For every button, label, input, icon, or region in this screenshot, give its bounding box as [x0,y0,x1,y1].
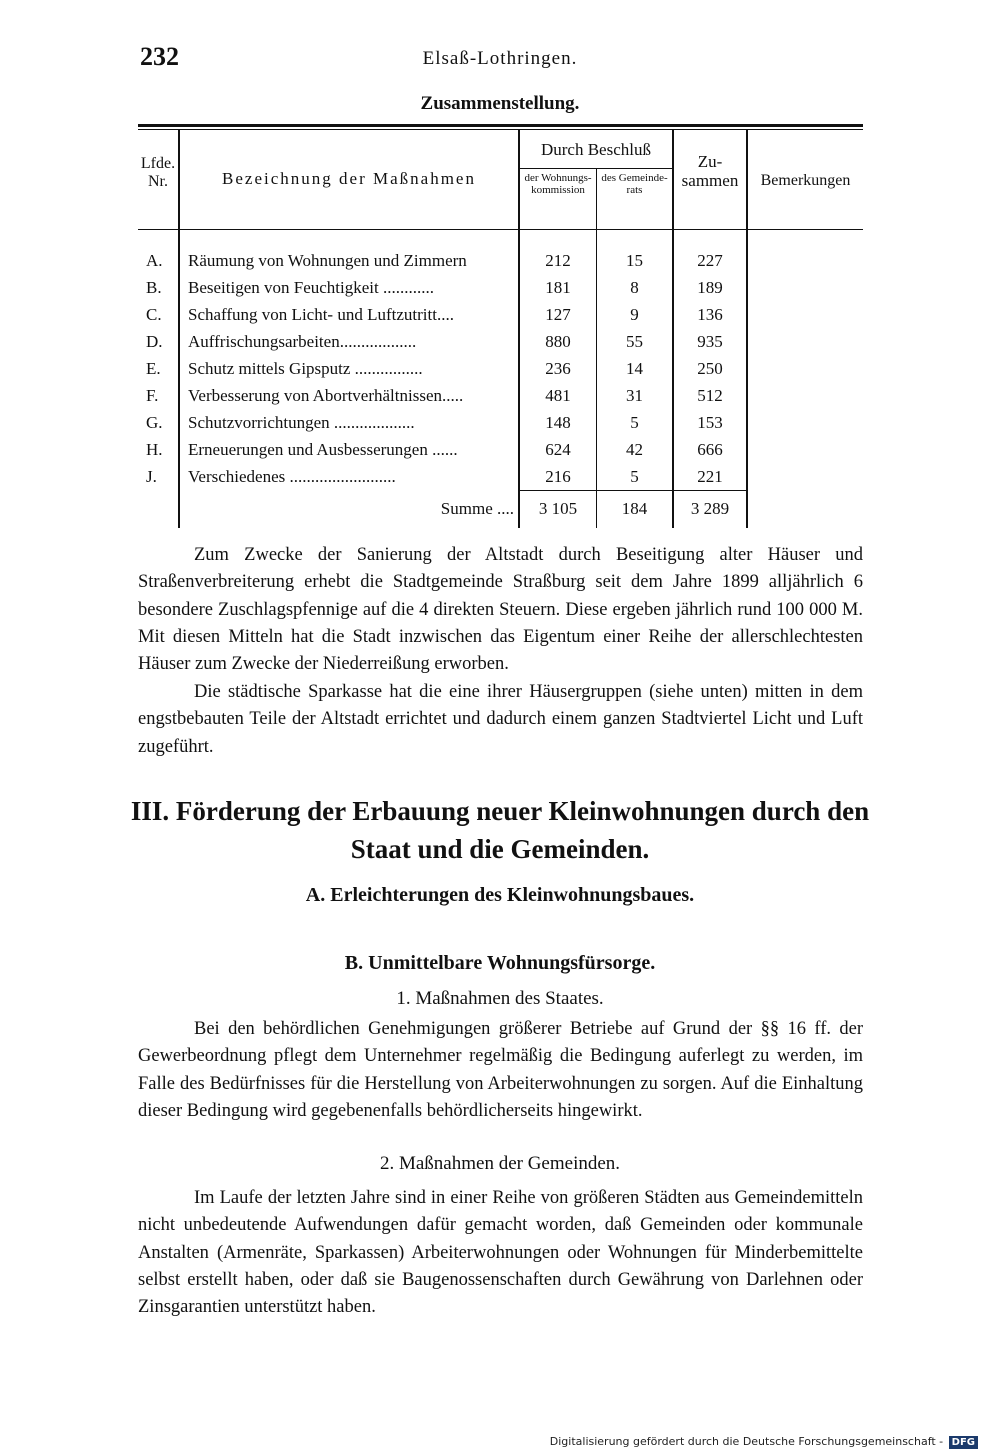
page-number: 232 [140,42,179,71]
row-lfd: A. [146,251,163,270]
row-zusammen-value: 136 [697,305,723,324]
subsection-heading-b: B. Unmittelbare Wohnungsfürsorge. [344,952,656,974]
row-description: Schutzvorrichtungen ................... [188,413,415,432]
row-zusammen-value: 153 [697,413,723,432]
header-gemeinderat: des Gemeinde- rats [601,172,668,197]
row-gemeinderat-value: 9 [630,305,639,324]
row-lfd: J. [146,467,157,486]
sum-zusammen: 3 289 [690,499,730,518]
section-heading-cont: Staat und die Gemeinden. [350,834,650,864]
row-zusammen-value: 189 [697,278,723,297]
row-gemeinderat-value: 8 [630,278,639,297]
row-description: Erneuerungen und Ausbesserungen ...... [188,440,458,459]
section-heading: III. Förderung der Erbauung neuer Kleinwohnungen durch den [130,796,870,826]
row-kommission-value: 481 [545,386,571,405]
row-description: Schutz mittels Gipsputz ................ [188,359,423,378]
sum-kommission: 3 105 [538,499,578,518]
row-lfd: F. [146,386,159,405]
row-lfd: B. [146,278,162,297]
subsection-heading-a: A. Erleichterungen des Kleinwohnungsbaues. [305,884,695,906]
header-bezeichnung: Bezeichnung der Maßnahmen [222,169,476,188]
row-description: Verbesserung von Abortverhältnissen..... [188,386,464,405]
row-lfd: G. [146,413,163,432]
row-lfd: H. [146,440,163,459]
header-wohnungskommission: der Wohnungs- kommission [524,172,592,197]
row-kommission-value: 216 [545,467,571,486]
row-zusammen-value: 227 [697,251,723,270]
row-kommission-value: 212 [545,251,571,270]
paragraph: Die städtische Sparkasse hat die eine ihrer Häusergruppen (siehe unten) mitten in dem engstbebauten Teile der Altstadt errichtet und dadurch einem ganzen Stadtviertel Licht und Luft zugeführt. [138,682,863,757]
row-lfd: D. [146,332,163,351]
header-lfd-nr: Lfde. Nr. [140,155,176,190]
header-zusammen: Zu- sammen [681,152,739,190]
row-gemeinderat-value: 5 [630,467,639,486]
row-gemeinderat-value: 42 [626,440,643,459]
row-zusammen-value: 250 [697,359,723,378]
row-gemeinderat-value: 14 [626,359,643,378]
row-zusammen-value: 935 [697,332,723,351]
row-description: Schaffung von Licht- und Luftzutritt.... [188,305,454,324]
sum-gemeinderat: 184 [621,499,648,518]
row-kommission-value: 236 [545,359,571,378]
header-durch-beschluss: Durch Beschluß [540,140,651,159]
paragraph: Im Laufe der letzten Jahre sind in einer Reihe von größeren Städten aus Gemeindemitteln nicht unbedeutende Aufwendungen dafür gemacht worden, daß Gemeinden oder kommunale Anstalten (Armenräte, Sparkassen) Arbeiterwohnungen oder Wohnungen für Minderbemittelte selbst erstellt haben, oder daß sie Baugenossenschaften durch Gewährung von Darlehnen oder Zinsgarantien unterstützt haben. [138,1188,863,1318]
row-kommission-value: 127 [545,305,571,324]
subsection-heading-b1: 1. Maßnahmen des Staates. [396,988,604,1009]
running-head: Elsaß-Lothringen. [422,48,578,69]
digitization-footer [550,1435,978,1449]
row-gemeinderat-value: 55 [626,332,643,351]
paragraph: Zum Zwecke der Sanierung der Altstadt durch Beseitigung alter Häuser und Straßenverbreiterung erhebt die Stadtgemeinde Straßburg seit dem Jahre 1899 alljährlich 6 besondere Zuschlagspfennige auf die 4 direkten Steuern. Diese ergeben jährlich rund 100 000 M. Mit diesen Mitteln hat die Stadt inzwischen das Eigentum einer Reihe der allerschlechtesten Häuser zum Zwecke der Niederreißung erworben. [138,545,863,675]
row-gemeinderat-value: 31 [626,386,643,405]
row-description: Verschiedenes ......................... [188,467,396,486]
header-bemerkungen: Bemerkungen [760,172,851,189]
row-zusammen-value: 512 [697,386,723,405]
row-zusammen-value: 666 [697,440,723,459]
footer-text: Digitalisierung gefördert durch die Deutsche Forschungsgemeinschaft - [549,1435,944,1448]
row-description: Auffrischungsarbeiten.................. [188,332,417,351]
row-gemeinderat-value: 15 [626,251,643,270]
subsection-heading-b2: 2. Maßnahmen der Gemeinden. [379,1153,621,1174]
row-kommission-value: 880 [545,332,571,351]
row-lfd: C. [146,305,162,324]
paragraph: Bei den behördlichen Genehmigungen größerer Betriebe auf Grund der §§ 16 ff. der Gewerbeordnung pflegt dem Unternehmer regelmäßig die Bedingung auferlegt zu werden, im Falle des Bedürfnisses für die Herstellung von Arbeiterwohnungen zu sorgen. Auf die Einhaltung dieser Bedingung wird gegebenenfalls behördlicherseits hingewirkt. [138,1019,863,1121]
sum-label: Summe .... [440,499,514,518]
row-zusammen-value: 221 [697,467,723,486]
row-lfd: E. [146,359,161,378]
row-kommission-value: 624 [545,440,571,459]
row-kommission-value: 148 [545,413,571,432]
row-description: Beseitigen von Feuchtigkeit ............ [188,278,434,297]
dfg-logo: DFG [949,1436,978,1449]
row-kommission-value: 181 [545,278,571,297]
table-title: Zusammenstellung. [420,93,580,114]
row-description: Räumung von Wohnungen und Zimmern [188,251,467,270]
row-gemeinderat-value: 5 [630,413,639,432]
